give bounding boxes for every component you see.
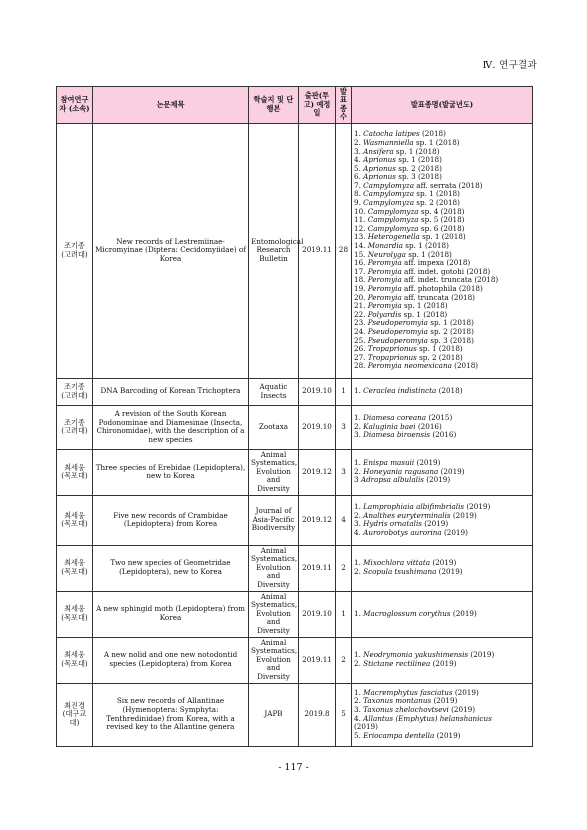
species-number: 2. [354,696,361,706]
species-year: (2019) [433,696,458,706]
col-header-journal: 학술지 및 단행본 [249,87,299,124]
species-year: (2016) [417,421,442,431]
col-header-species: 발표종명(발굴년도) [352,87,533,124]
col-header-title: 논문제목 [93,87,249,124]
journal-cell: Animal Systematics, Evolution and Diversity [249,637,299,683]
journal-cell: Aquatic Insects [249,378,299,405]
species-number: 7. [354,180,361,190]
table-body [57,123,533,746]
title-cell: Six new records of Allantinae (Hymenoptera: Symphyta: Tenthredinidae) from Korea, with a revised key to the Allantine genera [93,683,249,746]
title-cell: A revision of the South Korean Podonominae and Diamesinae (Insecta, Chironomidae), with the description of a new species [93,405,249,449]
species-name: Allantus (Emphytus) helanshanicus [363,713,492,723]
species-number: 27. [354,352,366,362]
species-list-item [354,387,530,396]
species-number: 1. [354,458,361,468]
count-cell: 28 [336,123,352,378]
species-number: 4. [354,527,361,537]
species-name: Hydris ornatalis [363,519,422,529]
species-name: Pseudoperomyia [367,335,428,345]
species-name: Enispa masuii [363,458,415,468]
author-cell: 최세웅 (목포대) [57,495,93,545]
species-number: 1. [354,558,361,568]
species-cell [352,683,533,746]
date-cell: 2019.11 [299,637,336,683]
species-year: sp. 3 (2018) [398,172,442,182]
species-year: (2019) [454,687,479,697]
species-name: Ceraclea indistincta [363,386,437,396]
species-year: sp. 1 (2018) [430,318,474,328]
species-cell [352,449,533,495]
table-row [57,449,533,495]
species-number: 2. [354,466,361,476]
species-year: sp. 1 (2018) [408,249,452,259]
species-number: 1. [354,650,361,660]
species-number: 10. [354,206,366,216]
date-cell: 2019.11 [299,545,336,591]
species-name: Neodrymonia yakushimensis [363,650,469,660]
species-number: 26. [354,344,366,354]
table-header-row [57,87,533,124]
species-number: 21. [354,301,366,311]
species-name: Tropaprionus [367,344,417,354]
species-name: Stictane rectilinea [363,659,431,669]
species-year: (2019) [432,659,457,669]
journal-cell: Animal Systematics, Evolution and Diversity [249,449,299,495]
species-year: (2019) [438,567,463,577]
date-cell: 2019.12 [299,495,336,545]
species-year: (2019) [432,558,457,568]
count-cell: 1 [336,591,352,637]
species-name: Diamesa biroensis [363,430,431,440]
date-cell: 2019.12 [299,449,336,495]
species-number: 23. [354,318,366,328]
species-name: Peromyia [367,266,402,276]
species-cell [352,637,533,683]
section-header: Ⅳ. 연구결과 [482,60,537,71]
species-year: (2019) [452,510,477,520]
species-name: Eriocampa dentella [363,730,435,740]
species-name: Pseudoperomyia [367,318,428,328]
species-name: Taxonus zhelochovtsevi [363,704,449,714]
species-year: aff. truncata (2018) [404,292,475,302]
species-number: 11. [354,215,366,225]
journal-cell: Animal Systematics, Evolution and Diversity [249,545,299,591]
species-name: Campylomyza [363,198,414,208]
species-cell [352,591,533,637]
species-name: Peromyia [367,292,402,302]
species-year: sp. 3 (2018) [430,335,474,345]
species-number: 14. [354,241,366,251]
species-cell [352,123,533,378]
author-cell: 조기종 (고려대) [57,123,93,378]
species-name: Kaluginia baei [363,421,416,431]
species-year: sp. 1 (2018) [415,137,460,147]
species-number: 6. [354,172,361,182]
species-number: 8. [354,189,361,199]
species-number: 1. [354,608,361,618]
species-number: 3. [354,704,361,714]
species-number: 28. [354,361,366,371]
journal-cell: JAPB [249,683,299,746]
species-year: (2018) [438,386,463,396]
species-number: 22. [354,309,366,319]
species-year: sp. 1 (2018) [398,155,442,165]
species-year: sp. 1 (2018) [395,146,440,156]
species-number: 1. [354,501,361,511]
species-year: sp. 1 (2018) [404,301,448,311]
table-row [57,495,533,545]
species-cell [352,378,533,405]
species-year: aff. indet. gotohi (2018) [404,266,491,276]
species-number: 3. [354,519,361,529]
author-cell: 최세웅 (목포대) [57,591,93,637]
title-cell: A new nolid and one new notodontid species (Lepidoptera) from Korea [93,637,249,683]
species-name: Lamprophiaia albifimbrialis [363,501,465,511]
species-number: 2. [354,137,361,147]
species-year: (2015) [428,413,453,423]
author-cell: 최세웅 (목포대) [57,545,93,591]
title-cell: Two new species of Geometridae (Lepidoptera), new to Korea [93,545,249,591]
date-cell: 2019.10 [299,405,336,449]
species-name: Diamesa coreana [363,413,427,423]
col-header-count: 발표 종수 [336,87,352,124]
species-number: 4. [354,155,361,165]
species-number: 1. [354,687,361,697]
species-name: Neurolyga [367,249,406,259]
species-year: (2019) [354,722,378,732]
count-cell: 2 [336,545,352,591]
species-number: 25. [354,335,366,345]
date-cell: 2019.10 [299,378,336,405]
species-name: Aprionus [363,163,396,173]
species-year: (2019) [426,475,451,485]
species-list-item [354,362,530,371]
species-list-item [354,568,530,577]
title-cell: Three species of Erebidae (Lepidoptera), new to Korea [93,449,249,495]
species-name: Taxonus montanus [363,696,432,706]
species-number: 4. [354,713,361,723]
table-row [57,123,533,378]
species-year: sp. 2 (2018) [419,352,463,362]
author-cell: 조기종 (고려대) [57,405,93,449]
species-list-item [354,431,530,440]
species-number: 12. [354,223,366,233]
journal-cell: Journal of Asia-Pacific Biodiversity [249,495,299,545]
species-name: Pseudoperomyia [367,326,428,336]
title-cell: New records of Lestremiinae-Micromyinae (Diptera: Cecidomyiidae) of Korea [93,123,249,378]
species-name: Peromyia neomexicana [367,361,452,371]
title-cell: DNA Barcoding of Korean Trichoptera [93,378,249,405]
species-year: aff. photophila (2018) [404,284,483,293]
species-cell [352,495,533,545]
species-name: Monardia [367,241,403,251]
species-number: 24. [354,326,366,336]
species-year: sp. 2 (2018) [416,198,460,208]
species-list-item [354,732,530,741]
species-year: sp. 5 (2018) [420,215,465,225]
species-list-item [354,610,530,619]
author-cell: 조기종 (고려대) [57,378,93,405]
species-list-item [354,660,530,669]
date-cell: 2019.8 [299,683,336,746]
species-year: aff. impexa (2018) [404,258,471,268]
species-year: (2019) [424,519,449,529]
species-number: 16. [354,258,366,268]
table-row [57,683,533,746]
species-year: sp. 1 (2018) [405,241,449,251]
count-cell: 2 [336,637,352,683]
species-year: sp. 1 (2018) [422,232,466,242]
species-name: Aprionus [363,155,396,165]
species-number: 20. [354,292,366,302]
species-number: 1. [354,386,361,396]
species-year: (2019) [451,704,476,714]
table-row [57,545,533,591]
species-list-item [354,529,530,538]
count-cell: 4 [336,495,352,545]
species-cell [352,545,533,591]
species-year: (2019) [416,458,441,468]
species-name: Macremphytus fasciatus [363,687,453,697]
species-list-item [354,715,530,724]
table-row [57,637,533,683]
author-cell: 최세웅 (목포대) [57,449,93,495]
species-name: Aprionus [363,172,396,182]
species-number: 15. [354,249,366,259]
species-number: 18. [354,275,366,285]
species-number: 9. [354,198,361,208]
journal-cell: Animal Systematics, Evolution and Diversity [249,591,299,637]
species-year: sp. 4 (2018) [420,206,465,216]
species-name: Catocha latipes [363,129,420,139]
species-year: aff. indet. truncata (2018) [404,275,499,285]
species-number: 5. [354,163,361,173]
species-year: (2019) [466,501,491,511]
species-name: Honeyania ragusana [363,466,439,476]
table-row [57,405,533,449]
species-year: sp. 1 (2018) [403,309,448,319]
species-name: Campylomyza [367,206,419,216]
species-name: Peromyia [367,275,402,285]
species-number: 1. [354,413,361,423]
species-number: 3 [354,475,359,485]
count-cell: 5 [336,683,352,746]
species-name: Campylomyza [363,189,414,199]
species-year: (2018) [454,361,479,371]
species-list-item [354,476,530,485]
species-year: sp. 6 (2018) [420,223,465,233]
title-cell: A new sphingid moth (Lepidoptera) from Korea [93,591,249,637]
species-name: Polyardis [367,309,402,319]
species-name: Peromyia [367,284,402,293]
species-cell [352,405,533,449]
species-name: Mixochlora vittata [363,558,431,568]
species-year: sp. 2 (2018) [398,163,442,173]
species-name: Peromyia [367,301,402,311]
count-cell: 1 [336,378,352,405]
species-number: 2. [354,510,361,520]
species-number: 5. [354,730,361,740]
species-name: Heterogenella [367,232,420,242]
species-number: 3. [354,146,361,156]
table-row [57,378,533,405]
species-name: Scopula tsushimana [363,567,437,577]
species-number: 13. [354,232,366,242]
species-year: aff. serrata (2018) [416,180,483,190]
species-year: sp. 2 (2018) [430,326,474,336]
col-header-author: 참여연구자 (소속) [57,87,93,124]
species-name: Tropaprionus [367,352,417,362]
species-year: (2019) [436,730,461,740]
col-header-date: 출판(투고) 예정일 [299,87,336,124]
title-cell: Five new records of Crambidae (Lepidoptera) from Korea [93,495,249,545]
species-name: Ansifera [363,146,394,156]
species-number: 2. [354,421,361,431]
journal-cell: Zootaxa [249,405,299,449]
journal-cell: Entomological Research Bulletin [249,123,299,378]
species-number: 3. [354,430,361,440]
species-number: 1. [354,129,361,139]
species-name: Wasmanniella [363,137,414,147]
species-number: 19. [354,284,366,293]
count-cell: 3 [336,405,352,449]
species-year: (2019) [443,527,468,537]
author-cell: 최세웅 (목포대) [57,637,93,683]
species-year: sp. 1 (2018) [416,189,460,199]
date-cell: 2019.11 [299,123,336,378]
species-name: Aurorobotys aurorina [363,527,442,537]
species-name: Campylomyza [367,223,419,233]
species-year: (2019) [440,466,465,476]
species-year: (2018) [422,129,446,139]
species-name: Adrapsa albulalis [360,475,424,485]
species-name: Campylomyza [367,215,419,225]
species-name: Analthes euryterminalis [363,510,451,520]
species-year: (2016) [432,430,457,440]
table-row [57,591,533,637]
species-year: (2019) [452,608,477,618]
count-cell: 3 [336,449,352,495]
species-name: Macroglossum corythus [363,608,451,618]
page-number: - 117 - [278,762,309,773]
species-year: (2019) [470,650,495,660]
species-number: 17. [354,266,366,276]
author-cell: 최진경 (대구교대) [57,683,93,746]
species-number: 2. [354,659,361,669]
date-cell: 2019.10 [299,591,336,637]
species-year: sp. 1 (2018) [419,344,463,354]
species-number: 2. [354,567,361,577]
species-name: Peromyia [367,258,402,268]
research-results-table [56,86,533,747]
species-name: Campylomyza [363,180,414,190]
